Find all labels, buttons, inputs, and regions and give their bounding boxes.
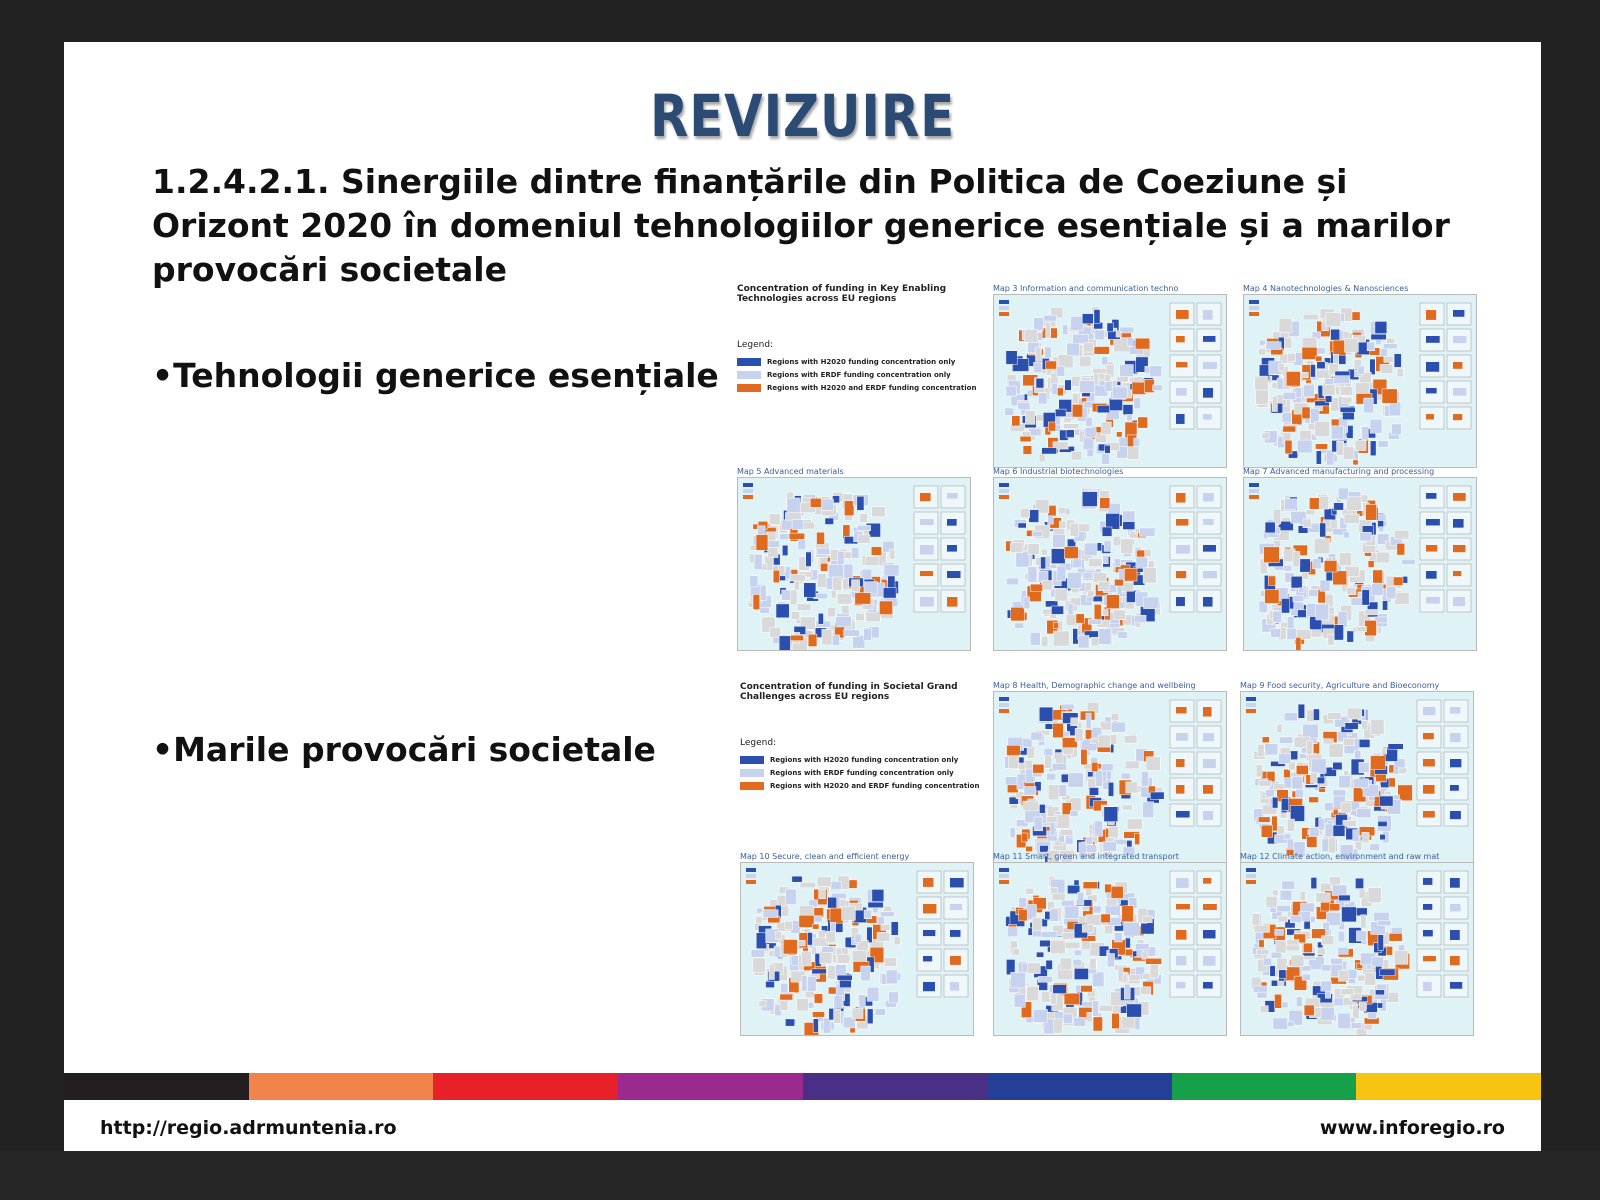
legend-label: Legend: — [740, 738, 777, 748]
map-tile-4 — [1243, 284, 1475, 468]
eu-regions-map — [1243, 294, 1477, 468]
map-tile-8 — [993, 681, 1225, 865]
eu-regions-map — [1240, 691, 1474, 865]
stripe — [987, 1073, 1172, 1100]
footer-color-stripes — [64, 1073, 1541, 1100]
map-caption: Map 3 Information and communication techno — [993, 284, 1179, 293]
legend-title: Concentration of funding in Key Enabling Technologies across EU regions — [737, 284, 947, 304]
legend-label: Legend: — [737, 340, 774, 350]
legend-swatch — [737, 358, 761, 366]
map-tile-6 — [993, 467, 1225, 651]
eu-regions-map — [993, 294, 1227, 468]
map-tile-3 — [993, 284, 1225, 468]
slide-subtitle: 1.2.4.2.1. Sinergiile dintre finanțările din Politica de Coeziune și Orizont 2020 în domeniul tehnologiilor generice esențiale și a marilor provocări societale — [152, 162, 1450, 289]
map-caption: Map 11 Smart, green and integrated transport — [993, 852, 1179, 861]
map-tile-10 — [740, 852, 972, 1036]
viewer-top-bar — [0, 0, 1600, 42]
map-caption: Map 10 Secure, clean and efficient energy — [740, 852, 910, 861]
legend-item-h2020: Regions with H2020 funding concentration only — [740, 754, 988, 766]
eu-regions-map — [1243, 477, 1477, 651]
stripe — [433, 1073, 618, 1100]
presentation-slide — [64, 42, 1541, 1151]
legend-key-enabling-technologies — [737, 284, 985, 395]
eu-regions-map — [993, 862, 1227, 1036]
map-caption: Map 8 Health, Demographic change and wellbeing — [993, 681, 1196, 690]
map-caption: Map 12 Climate action, environment and raw mat — [1240, 852, 1440, 861]
legend-swatch — [740, 756, 764, 764]
map-tile-11 — [993, 852, 1225, 1036]
legend-swatch — [740, 782, 764, 790]
legend-item-both: Regions with H2020 and ERDF funding concentration — [737, 382, 985, 394]
stripe — [618, 1073, 803, 1100]
map-tile-12 — [1240, 852, 1472, 1036]
map-caption: Map 7 Advanced manufacturing and processing — [1243, 467, 1435, 476]
eu-regions-map — [1240, 862, 1474, 1036]
legend-swatch — [737, 384, 761, 392]
stripe — [803, 1073, 988, 1100]
eu-regions-map — [740, 862, 974, 1036]
slide-title: REVIZUIRE — [649, 82, 956, 150]
stripe — [1356, 1073, 1541, 1100]
legend-societal-challenges — [740, 682, 988, 793]
map-caption: Map 6 Industrial biotechnologies — [993, 467, 1124, 476]
legend-item-both: Regions with H2020 and ERDF funding concentration — [740, 780, 988, 792]
legend-swatch — [740, 769, 764, 777]
bullet-key-enabling-technologies: •Tehnologii generice esențiale — [152, 356, 719, 395]
stripe — [1172, 1073, 1357, 1100]
stripe — [249, 1073, 434, 1100]
footer-url-left[interactable]: http://regio.adrmuntenia.ro — [100, 1117, 397, 1139]
legend-title: Concentration of funding in Societal Grand Challenges across EU regions — [740, 682, 958, 702]
stripe — [64, 1073, 249, 1100]
footer-url-right[interactable]: www.inforegio.ro — [1319, 1117, 1505, 1139]
map-tile-5 — [737, 467, 969, 651]
map-caption: Map 4 Nanotechnologies & Nanosciences — [1243, 284, 1409, 293]
map-tile-9 — [1240, 681, 1472, 865]
legend-swatch — [737, 371, 761, 379]
eu-regions-map — [993, 477, 1227, 651]
legend-item-erdf: Regions with ERDF funding concentration only — [740, 767, 988, 779]
map-caption: Map 5 Advanced materials — [737, 467, 844, 476]
bullet-societal-challenges: •Marile provocări societale — [152, 730, 656, 769]
legend-item-erdf: Regions with ERDF funding concentration only — [737, 369, 985, 381]
eu-regions-map — [993, 691, 1227, 865]
viewer-bottom-bar — [0, 1151, 1600, 1200]
eu-regions-map — [737, 477, 971, 651]
map-caption: Map 9 Food security, Agriculture and Bioeconomy — [1240, 681, 1440, 690]
map-tile-7 — [1243, 467, 1475, 651]
legend-item-h2020: Regions with H2020 funding concentration only — [737, 356, 985, 368]
